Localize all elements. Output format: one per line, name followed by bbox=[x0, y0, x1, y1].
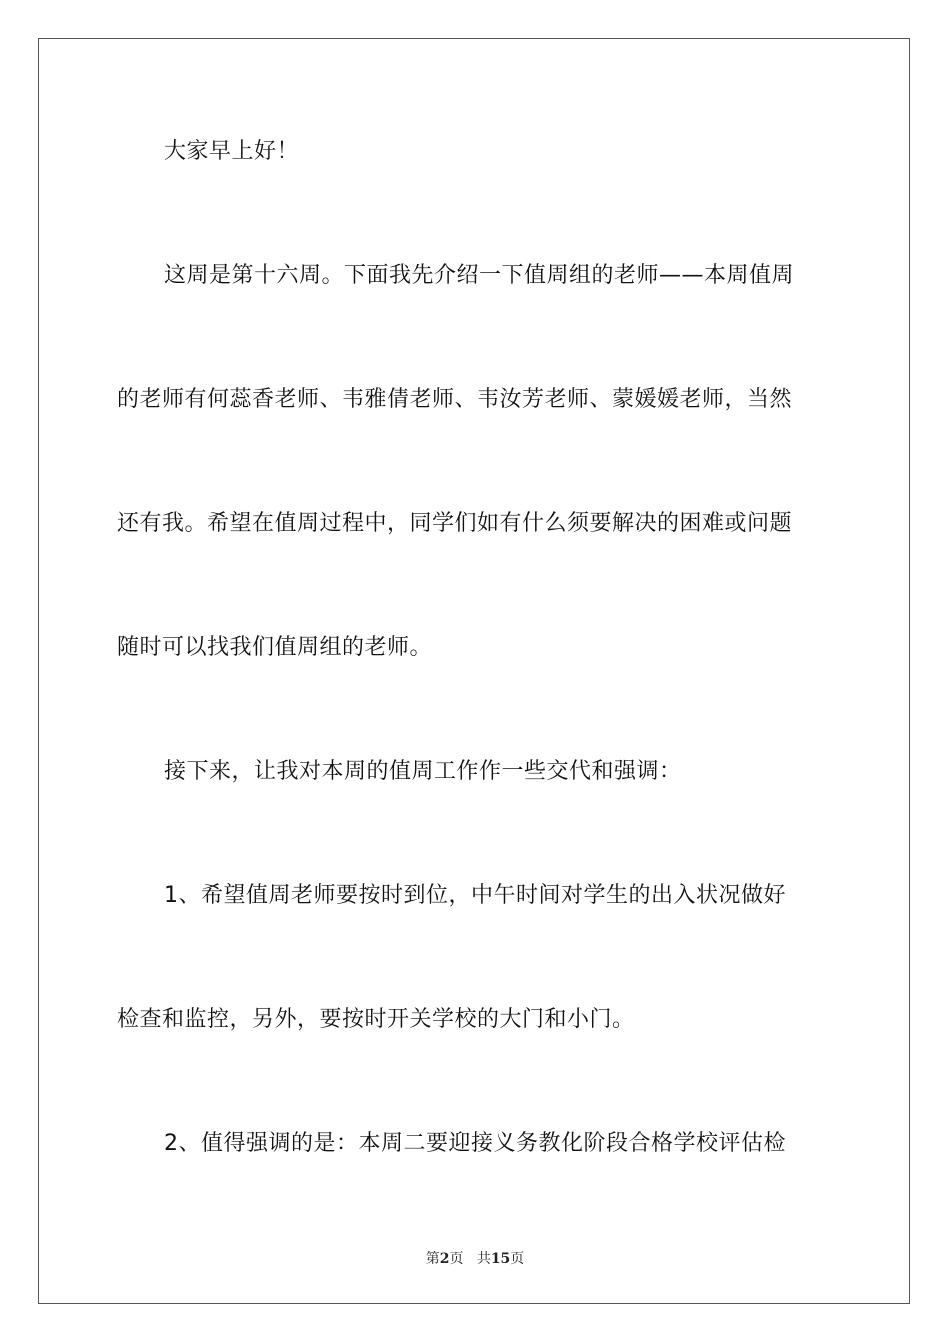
footer-page-suffix: 页 bbox=[449, 1251, 464, 1267]
paragraph-line-3: 的老师有何蕊香老师、韦雅倩老师、韦汝芳老师、蒙媛媛老师，当然 bbox=[117, 387, 793, 412]
paragraph-line-2: 这周是第十六周。下面我先介绍一下值周组的老师——本周值周 bbox=[164, 263, 795, 288]
footer-page-number: 2 bbox=[439, 1251, 450, 1267]
paragraph-line-1: 大家早上好！ bbox=[164, 139, 300, 164]
paragraph-line-6: 接下来，让我对本周的值周工作作一些交代和强调： bbox=[164, 759, 682, 784]
footer-total-prefix: 共 bbox=[476, 1251, 491, 1267]
footer-page-prefix: 第 bbox=[425, 1251, 440, 1267]
paragraph-line-8: 检查和监控，另外，要按时开关学校的大门和小门。 bbox=[117, 1007, 635, 1032]
footer-total-pages: 15 bbox=[490, 1251, 511, 1267]
page-border bbox=[38, 38, 910, 1304]
paragraph-line-4: 还有我。希望在值周过程中，同学们如有什么须要解决的困难或问题 bbox=[117, 511, 793, 536]
paragraph-line-9: 2、值得强调的是：本周二要迎接义务教化阶段合格学校评估检 bbox=[164, 1131, 786, 1156]
footer-total-suffix: 页 bbox=[510, 1251, 525, 1267]
paragraph-line-5: 随时可以找我们值周组的老师。 bbox=[117, 635, 433, 660]
paragraph-line-7: 1、希望值周老师要按时到位，中午时间对学生的出入状况做好 bbox=[164, 883, 786, 908]
page-footer bbox=[0, 1248, 950, 1268]
